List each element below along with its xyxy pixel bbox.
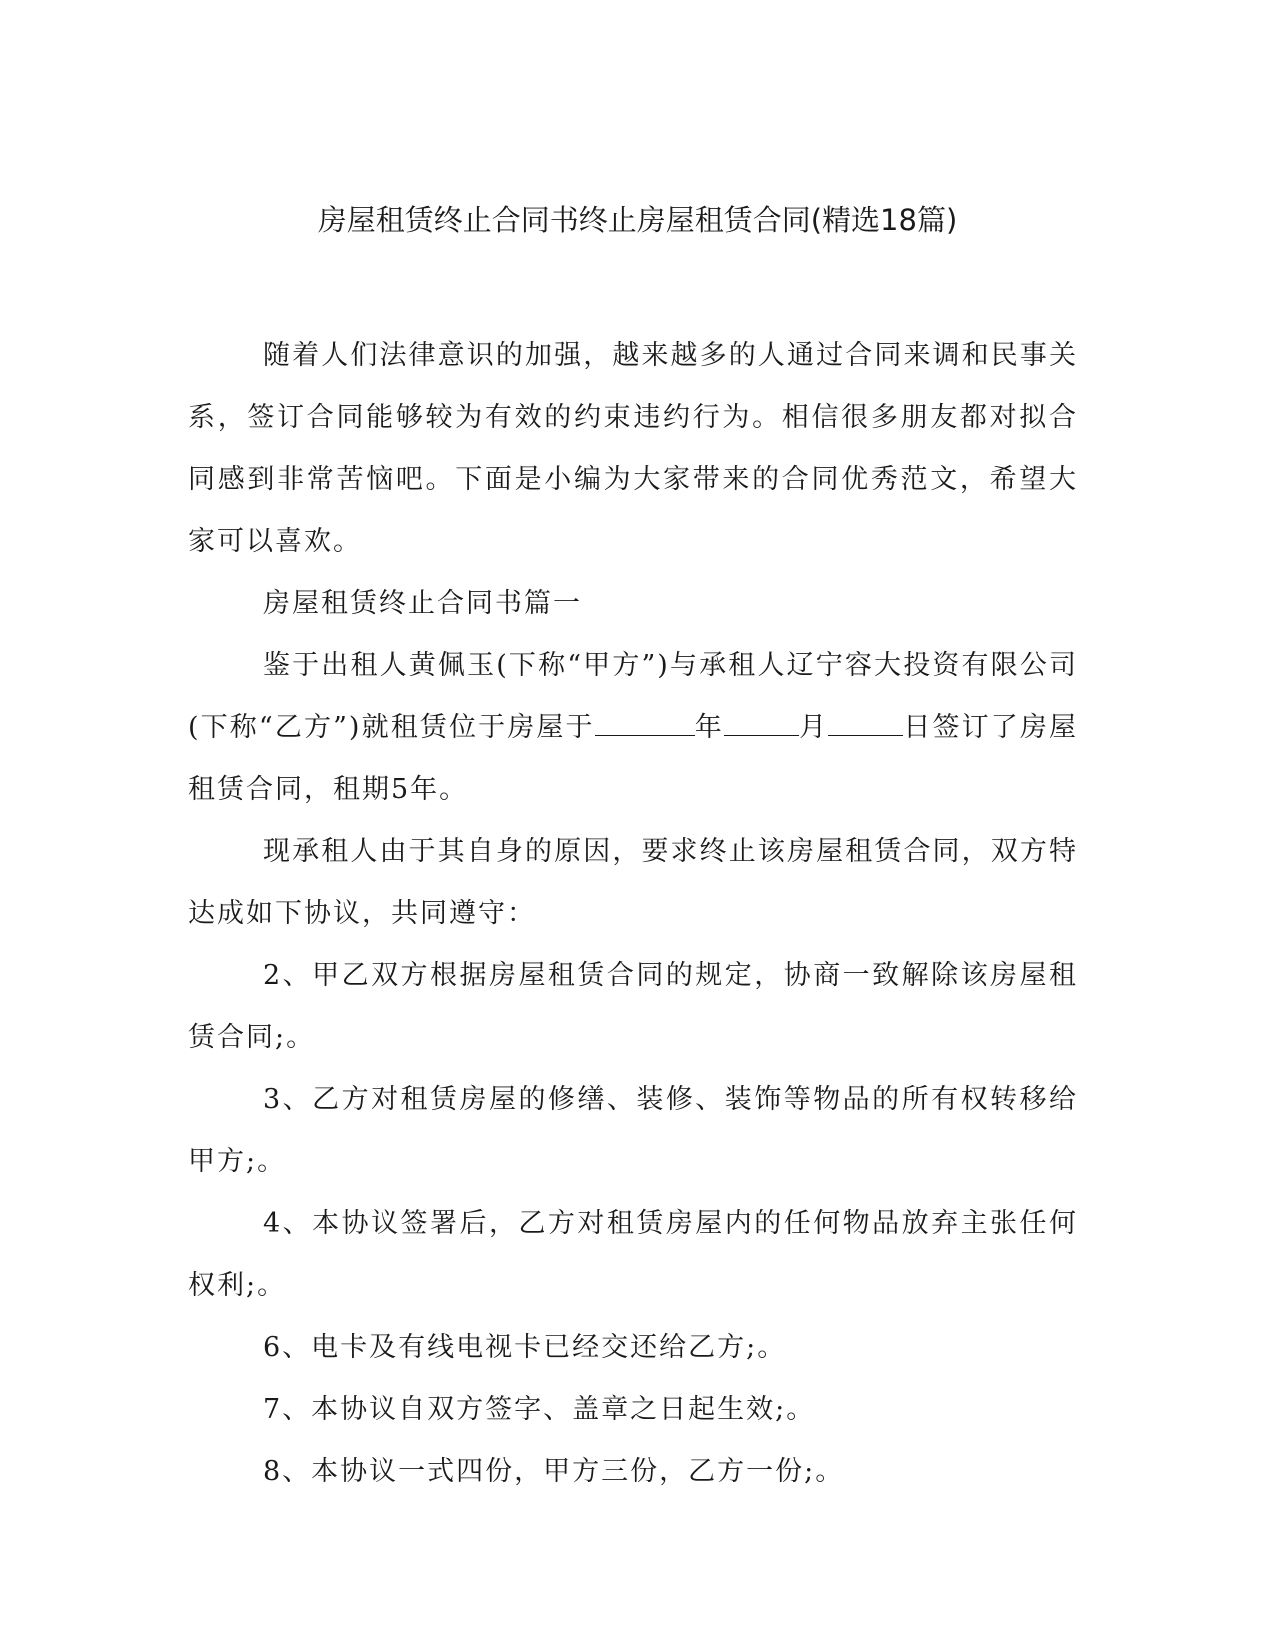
clause-8: 8、本协议一式四份，甲方三份，乙方一份;。 bbox=[263, 1456, 845, 1487]
year-label: 年 bbox=[694, 712, 724, 743]
clause-3: 3、乙方对租赁房屋的修缮、装修、装饰等物品的所有权转移给甲方;。 bbox=[188, 1084, 1078, 1177]
year-blank bbox=[595, 709, 695, 736]
month-blank bbox=[724, 709, 799, 736]
day-blank bbox=[828, 709, 903, 736]
clause-7: 7、本协议自双方签字、盖章之日起生效;。 bbox=[263, 1394, 816, 1425]
clause-4: 4、本协议签署后，乙方对租赁房屋内的任何物品放弃主张任何权利;。 bbox=[188, 1208, 1078, 1301]
month-label: 月 bbox=[798, 712, 829, 743]
document-body bbox=[188, 325, 1078, 1503]
document-title: 房屋租赁终止合同书终止房屋租赁合同(精选18篇) bbox=[317, 203, 958, 237]
clause-2: 2、甲乙双方根据房屋租赁合同的规定，协商一致解除该房屋租赁合同;。 bbox=[188, 960, 1078, 1053]
premise-paragraph bbox=[188, 635, 1078, 821]
intro-paragraph: 随着人们法律意识的加强，越来越多的人通过合同来调和民事关系，签订合同能够较为有效的约束违约行为。相信很多朋友都对拟合同感到非常苦恼吧。下面是小编为大家带来的合同优秀范文，希望大家可以喜欢。 bbox=[188, 340, 1078, 557]
premise-text-start: 鉴于出租人黄佩玉(下称“甲方”)与承租人辽宁容大投资有限公司(下称“乙方”)就租赁位于房屋于 bbox=[188, 650, 1078, 743]
section-heading: 房屋租赁终止合同书篇一 bbox=[263, 588, 582, 619]
clause-6: 6、电卡及有线电视卡已经交还给乙方;。 bbox=[263, 1332, 787, 1363]
premise-text-end: 日签订了房屋租赁合同，租期5年。 bbox=[188, 712, 1078, 805]
reason-paragraph: 现承租人由于其自身的原因，要求终止该房屋租赁合同，双方特达成如下协议，共同遵守： bbox=[188, 836, 1078, 929]
